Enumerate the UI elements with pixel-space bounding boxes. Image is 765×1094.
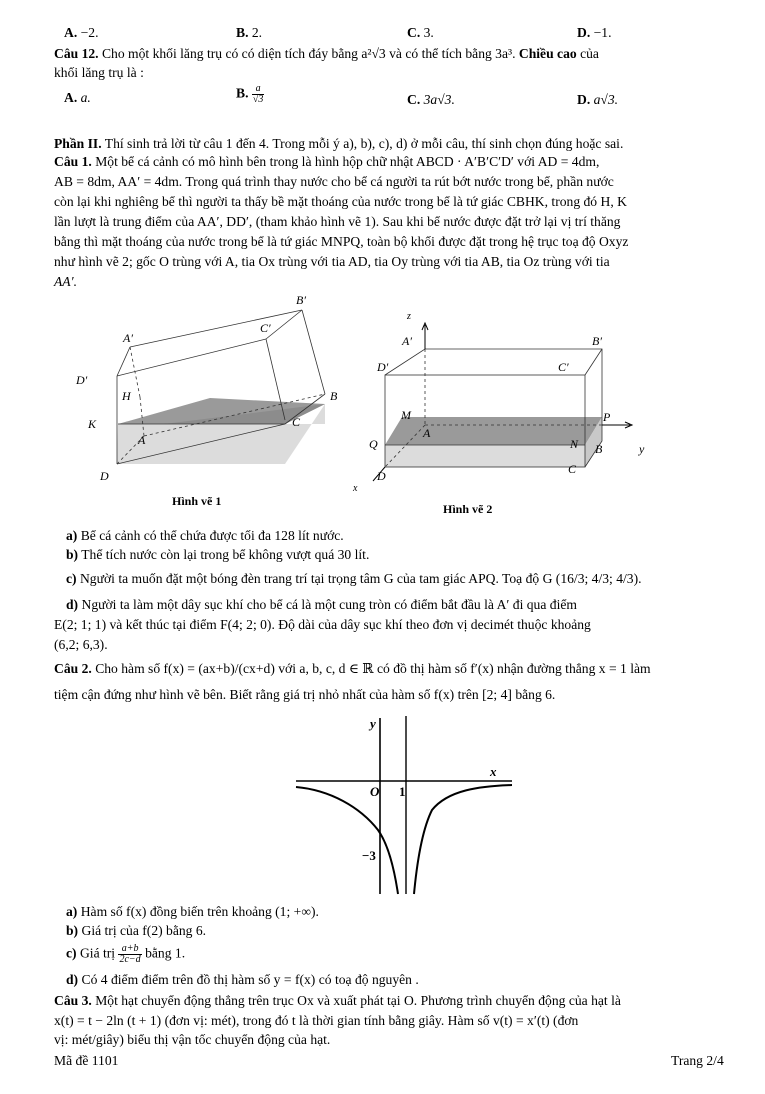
figure-1-tilted-tank — [70, 292, 350, 492]
q12-option-b: B. $\frac{a}{√3}$ — [236, 83, 264, 105]
fig2-label-z: z — [407, 311, 411, 322]
c1-item-d-line1: d) Người ta làm một dây sục khí cho bể cá là một cung tròn có điểm bắt đầu là A′ đi qua điểm — [66, 597, 577, 612]
fig2-label-D: D — [377, 469, 386, 483]
fig2-label-Q: Q — [369, 437, 378, 451]
fig2-label-D1: D′ — [377, 360, 389, 374]
q12-option-b-fraction: $\frac{a}{√3}$ — [252, 83, 264, 105]
c2-item-c: c) Giá trị $\frac{a+b}{2c-d}$ bằng 1. — [66, 943, 186, 965]
fig2-label-B1: B′ — [592, 334, 602, 348]
fig1-label-H: H — [122, 389, 131, 403]
c2-item-d: d) Có 4 điểm điểm trên đồ thị hàm số y = f(x) có toạ độ nguyên . — [66, 972, 419, 987]
c3-line3: vị: mét/giây) biểu thị vận tốc chuyển động của hạt. — [54, 1032, 331, 1047]
q12-option-d: D. a√3. — [577, 92, 619, 107]
q11-option-c: C. 3. — [407, 25, 434, 40]
c2-line1: Câu 2. Cho hàm số f(x) = (ax+b)/(cx+d) với a, b, c, d ∈ ℝ có đồ thị hàm số f′(x) nhận đường thẳng x = 1 làm — [54, 661, 651, 676]
c1-item-d-line3: (6,2; 6,3). — [54, 637, 108, 652]
c1-line3: còn lại khi nghiêng bể thì người ta thấy bề mặt thoáng của nước trong bể là tứ giác CBHK, trong đó H, K — [54, 194, 627, 209]
c1-item-d-line2: E(2; 1; 1) và kết thúc tại điểm F(4; 2; 0). Độ dài của dây sục khí theo đơn vị decimét thuộc khoảng — [54, 617, 591, 632]
q12-option-c: C. 3a√3. — [407, 92, 455, 107]
fig2-label-C1: C′ — [558, 360, 569, 374]
left-branch — [296, 787, 398, 894]
graph-label-y: y — [370, 716, 376, 731]
c1-item-b: b) Thể tích nước còn lại trong bể không vượt quá 30 lít. — [66, 547, 370, 562]
part2-heading: Phần II. Thí sinh trả lời từ câu 1 đến 4. Trong mỗi ý a), b), c), d) ở mỗi câu, thí sinh chọn đúng hoặc sai. — [54, 136, 624, 151]
q12-option-a: A. a. — [64, 90, 91, 105]
fig1-label-D: D — [100, 469, 109, 483]
figure-1-caption: Hình vẽ 1 — [172, 494, 222, 508]
q12-line1: Câu 12. Cho một khối lăng trụ có có diện tích đáy bằng a²√3 và có thể tích bằng 3a³. Chiều cao của — [54, 46, 599, 61]
q11-option-b: B. 2. — [236, 25, 263, 40]
fig1-label-A1: A′ — [123, 331, 133, 345]
graph-label-1: 1 — [399, 784, 406, 799]
c1-line7: AA′. — [54, 274, 77, 289]
q12-line2: khối lăng trụ là : — [54, 65, 144, 80]
c2-line2: tiệm cận đứng như hình vẽ bên. Biết rằng giá trị nhỏ nhất của hàm số f(x) trên [2; 4] bằng 6. — [54, 687, 556, 702]
c3-line2: x(t) = t − 2ln (t + 1) (đơn vị: mét), trong đó t là thời gian tính bằng giây. Hàm số v(t) = x′(t) (đơn — [54, 1013, 579, 1028]
c2-item-a: a) Hàm số f(x) đồng biến trên khoảng (1; +∞). — [66, 904, 319, 919]
c1-item-c: c) Người ta muốn đặt một bóng đèn trang trí tại trọng tâm G của tam giác APQ. Toạ độ G (16/3; 4/3; 4/3). — [66, 571, 642, 586]
fig2-label-A: A — [423, 426, 431, 440]
c1-line2: AB = 8dm, AA′ = 4dm. Trong quá trình thay nước cho bể cá người ta rút bớt nước trong bể, phần nước — [54, 174, 614, 189]
fig2-label-B: B — [595, 442, 603, 456]
c1-line1: Câu 1. Một bể cá cảnh có mô hình bên trong là hình hộp chữ nhật ABCD · A′B′C′D′ với AD = 4dm, — [54, 154, 600, 169]
c1-line6: như hình vẽ 2; gốc O trùng với A, tia Ox trùng với tia AD, tia Oy trùng với tia AB, tia Oz trùng với tia — [54, 254, 610, 269]
right-branch — [414, 785, 512, 894]
fig2-label-N: N — [570, 437, 579, 451]
page-number: Trang 2/4 — [671, 1053, 724, 1068]
q11-option-d: D. −1. — [577, 25, 612, 40]
fig2-label-y: y — [639, 442, 645, 456]
c1-line5: bằng thì mặt thoáng của nước trong bể là tứ giác MNPQ, toàn bộ khối được đặt trong hệ trục toạ độ Oxyz — [54, 234, 629, 249]
c1-line4: lần lượt là trung điểm của AA′, DD′, (tham khảo hình vẽ 1). Sau khi bể nước được đặt trở lại vị trí thăng — [54, 214, 621, 229]
fig2-label-P: P — [603, 410, 611, 424]
graph-label-O: O — [370, 784, 380, 799]
fig2-label-A1: A′ — [402, 334, 412, 348]
fig2-label-x: x — [353, 483, 358, 494]
figure-2-level-tank — [345, 305, 675, 495]
c3-line1: Câu 3. Một hạt chuyển động thẳng trên trục Ox và xuất phát tại O. Phương trình chuyển động của hạt là — [54, 993, 621, 1008]
fig1-label-B1: B′ — [296, 293, 306, 307]
fig1-label-B: B — [330, 389, 338, 403]
c1-item-a: a) Bể cá cảnh có thể chứa được tối đa 128 lít nước. — [66, 528, 344, 543]
fig1-label-K: K — [88, 417, 97, 431]
c2-item-b: b) Giá trị của f(2) bằng 6. — [66, 923, 207, 938]
q11-option-a: A. −2. — [64, 25, 99, 40]
fig1-label-A: A — [138, 433, 146, 447]
exam-code: Mã đề 1101 — [54, 1053, 119, 1068]
fig2-label-C: C — [568, 462, 577, 476]
derivative-graph — [290, 712, 520, 902]
fig1-label-D1: D′ — [76, 373, 88, 387]
graph-label-minus3: −3 — [362, 848, 376, 863]
figure-2-caption: Hình vẽ 2 — [443, 502, 493, 516]
fig2-label-M: M — [401, 408, 411, 422]
graph-label-x: x — [490, 764, 497, 779]
c2-item-c-fraction: $\frac{a+b}{2c-d}$ — [119, 943, 141, 965]
fig1-label-C1: C′ — [260, 321, 271, 335]
fig1-label-C: C — [292, 415, 301, 429]
